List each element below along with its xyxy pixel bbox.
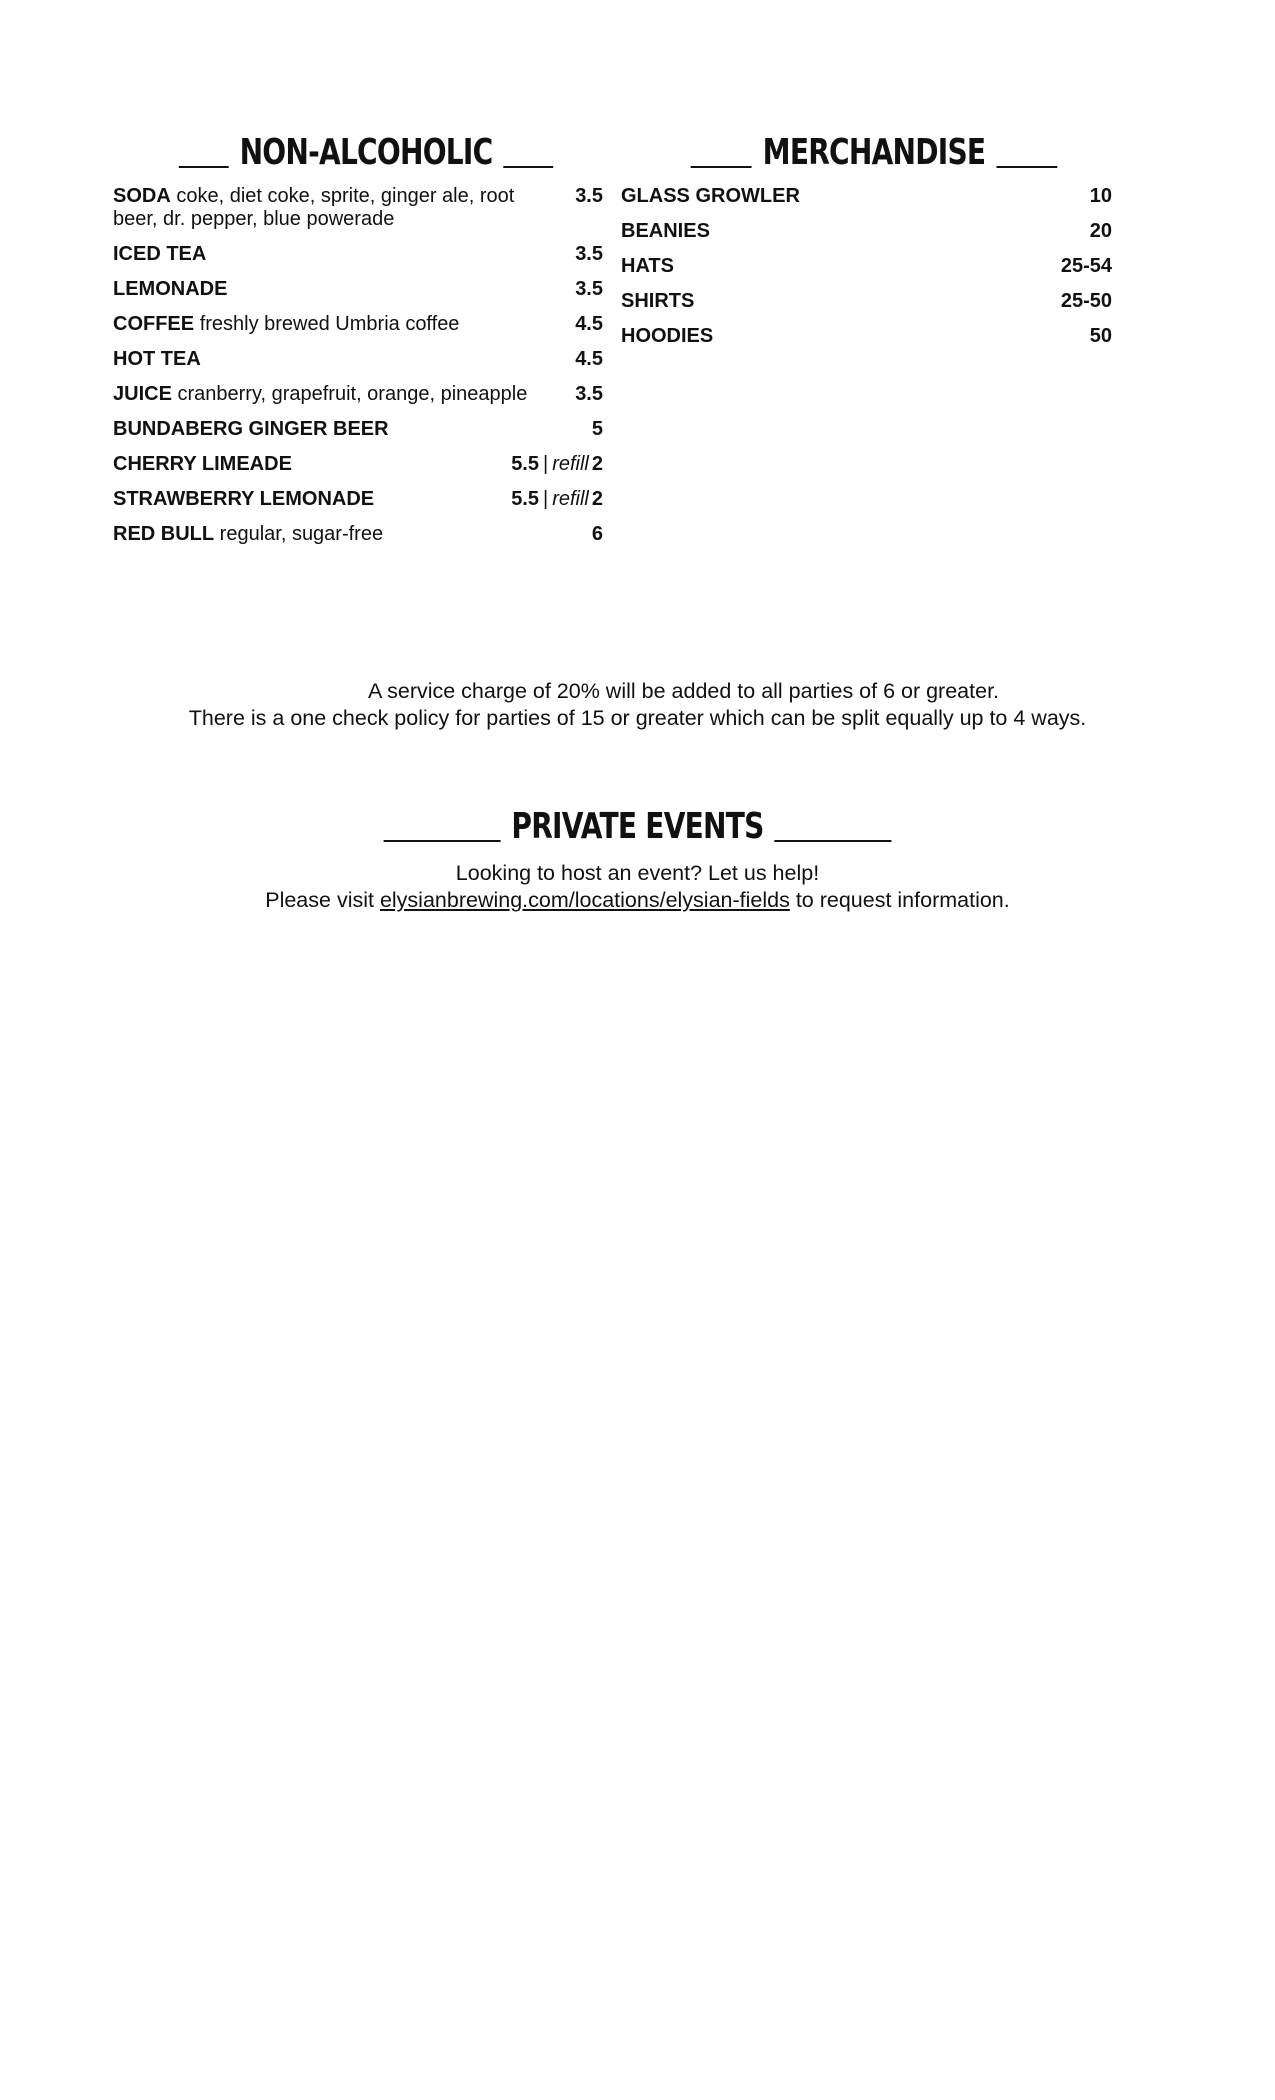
item-price-with-refill <box>511 453 603 476</box>
item-name: HATS <box>621 255 674 277</box>
heading-rule-left <box>179 166 229 168</box>
menu-item-hot-tea <box>113 348 603 371</box>
price-separator: | <box>543 453 549 475</box>
merch-item-hoodies <box>621 325 1112 348</box>
item-price: 3.5 <box>575 185 603 207</box>
item-price: 3.5 <box>575 278 603 300</box>
item-name: STRAWBERRY LEMONADE <box>113 488 375 510</box>
heading-rule-right <box>996 166 1057 168</box>
menu-item-juice <box>113 383 603 406</box>
item-price: 4.5 <box>575 348 603 370</box>
refill-label: refill <box>552 488 589 510</box>
menu-item-cherry-limeade <box>113 453 603 476</box>
item-name: GLASS GROWLER <box>621 185 800 207</box>
check-policy-note: There is a one check policy for parties of 15 or greater which can be split equally up to 4 ways. <box>188 706 1087 730</box>
merch-item-beanies <box>621 220 1112 243</box>
private-events-heading <box>343 806 932 847</box>
refill-price: 2 <box>591 488 603 510</box>
item-price: 5.5 <box>511 453 539 475</box>
merchandise-heading <box>676 132 1072 173</box>
item-price: 4.5 <box>575 313 603 335</box>
cta-suffix: to request information. <box>789 888 1010 912</box>
service-charge-note: A service charge of 20% will be added to all parties of 6 or greater. <box>367 679 1000 703</box>
item-price: 20 <box>1089 220 1112 242</box>
item-name: RED BULL <box>113 523 215 545</box>
heading-rule-right <box>503 166 553 168</box>
item-name: CHERRY LIMEADE <box>113 453 292 475</box>
item-price: 3.5 <box>575 243 603 265</box>
refill-label: refill <box>552 453 589 475</box>
heading-rule-left <box>383 840 500 842</box>
item-name: BEANIES <box>621 220 710 242</box>
item-price: 25-54 <box>1060 255 1112 277</box>
merch-item-hats <box>621 255 1112 278</box>
menu-item-bundaberg-ginger-beer <box>113 418 603 441</box>
non-alcoholic-menu <box>113 185 603 558</box>
cta-prefix: Please visit <box>265 888 380 912</box>
item-price: 5.5 <box>511 488 539 510</box>
service-notes <box>100 678 1175 732</box>
refill-price: 2 <box>591 453 603 475</box>
merch-item-glass-growler <box>621 185 1112 208</box>
item-name: JUICE <box>113 383 172 405</box>
menu-item-strawberry-lemonade <box>113 488 603 511</box>
item-price-with-refill <box>511 488 603 511</box>
item-price: 5 <box>591 418 603 440</box>
item-description: freshly brewed Umbria coffee <box>199 313 460 335</box>
item-price: 25-50 <box>1060 290 1112 312</box>
item-name: LEMONADE <box>113 278 228 300</box>
non-alcoholic-heading <box>168 132 564 173</box>
heading-rule-left <box>691 166 752 168</box>
item-description: regular, sugar-free <box>219 523 384 545</box>
item-name: HOODIES <box>621 325 714 347</box>
non-alcoholic-title: NON-ALCOHOLIC <box>239 132 493 173</box>
item-price: 10 <box>1089 185 1112 207</box>
item-name: ICED TEA <box>113 243 207 265</box>
item-name: COFFEE <box>113 313 195 335</box>
menu-item-coffee <box>113 313 603 336</box>
item-description: coke, diet coke, sprite, ginger ale, root beer, dr. pepper, blue powerade <box>113 185 515 230</box>
menu-item-iced-tea <box>113 243 603 266</box>
merchandise-title: MERCHANDISE <box>762 132 986 173</box>
menu-item-red-bull <box>113 523 603 546</box>
private-events-intro: Looking to host an event? Let us help! <box>455 861 820 885</box>
merchandise-menu <box>621 185 1112 360</box>
private-events-title: PRIVATE EVENTS <box>511 806 764 847</box>
item-name: HOT TEA <box>113 348 201 370</box>
item-description: cranberry, grapefruit, orange, pineapple <box>177 383 528 405</box>
private-events-text <box>100 860 1175 914</box>
item-price: 50 <box>1089 325 1112 347</box>
private-events-link[interactable]: elysianbrewing.com/locations/elysian-fields <box>379 888 790 912</box>
item-price: 6 <box>591 523 603 545</box>
item-name: SODA <box>113 185 171 207</box>
private-events-cta <box>100 887 1175 914</box>
merch-item-shirts <box>621 290 1112 313</box>
item-price: 3.5 <box>575 383 603 405</box>
menu-item-soda <box>113 185 603 231</box>
price-separator: | <box>543 488 549 510</box>
heading-rule-right <box>775 840 892 842</box>
item-name: SHIRTS <box>621 290 695 312</box>
menu-item-lemonade <box>113 278 603 301</box>
item-name: BUNDABERG GINGER BEER <box>113 418 389 440</box>
